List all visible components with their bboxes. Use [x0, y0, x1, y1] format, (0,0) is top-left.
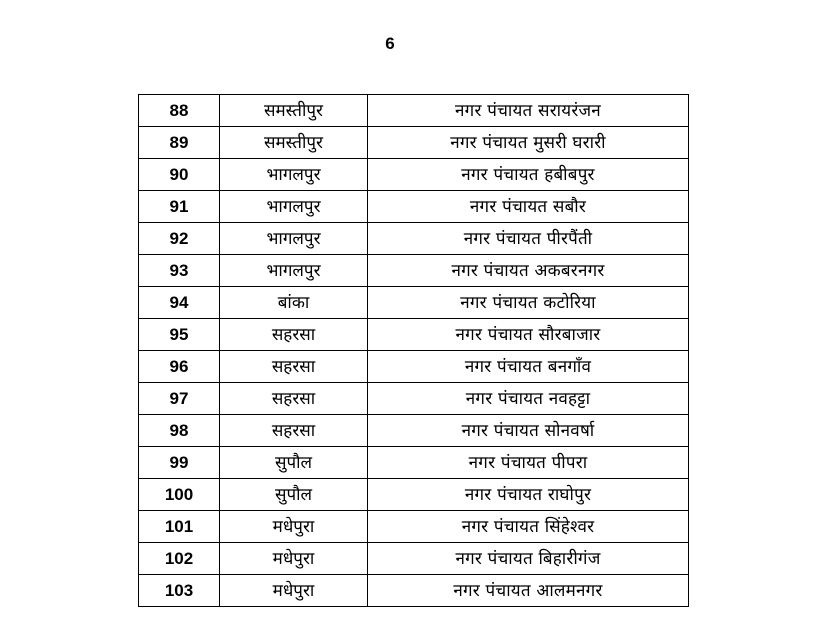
- panchayat-name-cell: नगर पंचायत कटोरिया: [368, 287, 689, 319]
- panchayat-name-cell: नगर पंचायत सोनवर्षा: [368, 415, 689, 447]
- table-row: [139, 191, 689, 223]
- panchayat-name-cell: नगर पंचायत नवहट्टा: [368, 383, 689, 415]
- district-cell: समस्तीपुर: [220, 95, 368, 127]
- serial-number-cell: 101: [139, 511, 220, 543]
- table-row: [139, 351, 689, 383]
- table-row: [139, 543, 689, 575]
- serial-number-cell: 90: [139, 159, 220, 191]
- table-row: [139, 415, 689, 447]
- table-row: [139, 479, 689, 511]
- serial-number-cell: 88: [139, 95, 220, 127]
- panchayat-name-cell: नगर पंचायत पीपरा: [368, 447, 689, 479]
- table-row: [139, 95, 689, 127]
- serial-number-cell: 89: [139, 127, 220, 159]
- table-row: [139, 255, 689, 287]
- page-number: 6: [385, 34, 395, 53]
- district-cell: भागलपुर: [220, 191, 368, 223]
- serial-number-cell: 102: [139, 543, 220, 575]
- district-cell: मधेपुरा: [220, 575, 368, 607]
- panchayat-name-cell: नगर पंचायत पीरपैंती: [368, 223, 689, 255]
- serial-number-cell: 94: [139, 287, 220, 319]
- table-row: [139, 287, 689, 319]
- table-row: [139, 383, 689, 415]
- district-cell: सुपौल: [220, 479, 368, 511]
- district-cell: भागलपुर: [220, 223, 368, 255]
- panchayat-name-cell: नगर पंचायत राघोपुर: [368, 479, 689, 511]
- panchayat-name-cell: नगर पंचायत हबीबपुर: [368, 159, 689, 191]
- serial-number-cell: 97: [139, 383, 220, 415]
- table-row: [139, 575, 689, 607]
- serial-number-cell: 95: [139, 319, 220, 351]
- panchayat-name-cell: नगर पंचायत आलमनगर: [368, 575, 689, 607]
- panchayat-name-cell: नगर पंचायत मुसरी घरारी: [368, 127, 689, 159]
- district-cell: सुपौल: [220, 447, 368, 479]
- serial-number-cell: 96: [139, 351, 220, 383]
- district-cell: सहरसा: [220, 415, 368, 447]
- panchayat-name-cell: नगर पंचायत सौरबाजार: [368, 319, 689, 351]
- serial-number-cell: 99: [139, 447, 220, 479]
- table-row: [139, 159, 689, 191]
- district-cell: मधेपुरा: [220, 543, 368, 575]
- serial-number-cell: 103: [139, 575, 220, 607]
- district-cell: भागलपुर: [220, 159, 368, 191]
- district-cell: सहरसा: [220, 383, 368, 415]
- table-row: [139, 127, 689, 159]
- district-cell: सहरसा: [220, 319, 368, 351]
- panchayat-name-cell: नगर पंचायत अकबरनगर: [368, 255, 689, 287]
- panchayat-name-cell: नगर पंचायत सबौर: [368, 191, 689, 223]
- table-row: [139, 223, 689, 255]
- table-row: [139, 319, 689, 351]
- panchayat-name-cell: नगर पंचायत बनगाँव: [368, 351, 689, 383]
- table-row: [139, 447, 689, 479]
- panchayat-name-cell: नगर पंचायत सरायरंजन: [368, 95, 689, 127]
- district-cell: सहरसा: [220, 351, 368, 383]
- serial-number-cell: 91: [139, 191, 220, 223]
- serial-number-cell: 93: [139, 255, 220, 287]
- district-cell: भागलपुर: [220, 255, 368, 287]
- table-body: [139, 95, 689, 607]
- nagar-panchayat-table: [138, 94, 689, 607]
- serial-number-cell: 98: [139, 415, 220, 447]
- district-cell: मधेपुरा: [220, 511, 368, 543]
- serial-number-cell: 100: [139, 479, 220, 511]
- district-cell: समस्तीपुर: [220, 127, 368, 159]
- district-cell: बांका: [220, 287, 368, 319]
- panchayat-name-cell: नगर पंचायत बिहारीगंज: [368, 543, 689, 575]
- panchayat-name-cell: नगर पंचायत सिंहेश्वर: [368, 511, 689, 543]
- serial-number-cell: 92: [139, 223, 220, 255]
- table-row: [139, 511, 689, 543]
